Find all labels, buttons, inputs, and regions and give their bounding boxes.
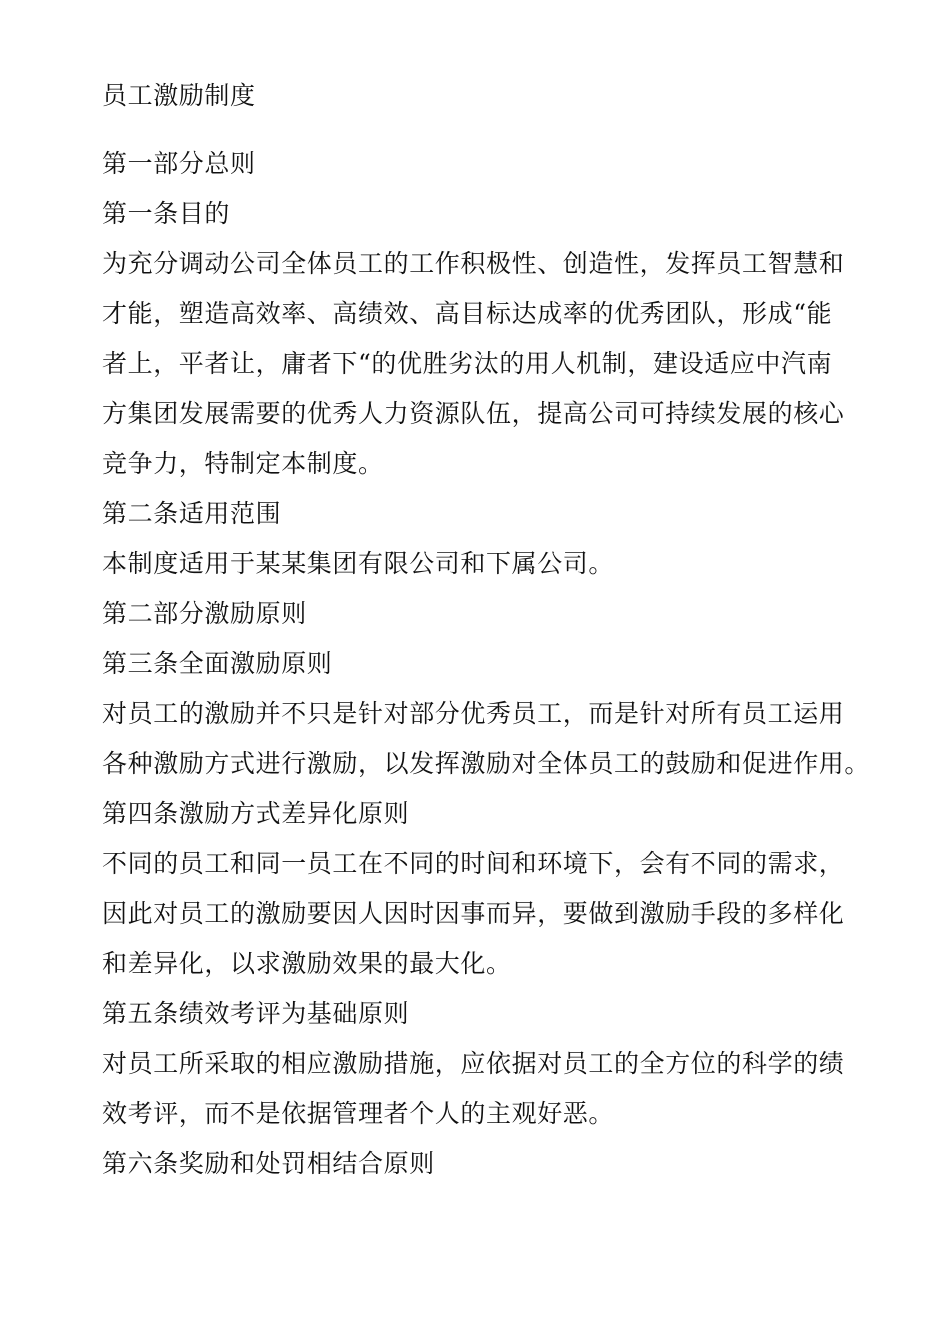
paragraph-line: 对员工所采取的相应激励措施，应依据对员工的全方位的科学的绩	[102, 1049, 845, 1078]
article-heading-differentiation: 第四条激励方式差异化原则	[102, 799, 410, 828]
paragraph-line: 不同的员工和同一员工在不同的时间和环境下，会有不同的需求，	[102, 849, 845, 878]
paragraph-line: 者上，平者让，庸者下“的优胜劣汰的用人机制，建设适应中汽南	[102, 349, 833, 378]
article-heading-comprehensive: 第三条全面激励原则	[102, 649, 333, 678]
article-heading-scope: 第二条适用范围	[102, 499, 282, 528]
paragraph-line: 为充分调动公司全体员工的工作积极性、创造性，发挥员工智慧和	[102, 249, 845, 278]
paragraph-line: 因此对员工的激励要因人因时因事而异，要做到激励手段的多样化	[102, 899, 845, 928]
paragraph-line: 竞争力，特制定本制度。	[102, 449, 384, 478]
paragraph-line: 方集团发展需要的优秀人力资源队伍，提高公司可持续发展的核心	[102, 399, 845, 428]
paragraph-line: 效考评，而不是依据管理者个人的主观好恶。	[102, 1099, 615, 1128]
article-heading-reward-punishment: 第六条奖励和处罚相结合原则	[102, 1149, 435, 1178]
section-heading-principles: 第二部分激励原则	[102, 599, 307, 628]
section-heading-general: 第一部分总则	[102, 149, 256, 178]
paragraph-line: 和差异化，以求激励效果的最大化。	[102, 949, 512, 978]
document-title: 员工激励制度	[102, 81, 256, 110]
paragraph-line: 各种激励方式进行激励，以发挥激励对全体员工的鼓励和促进作用。	[102, 749, 871, 778]
paragraph-line: 才能，塑造高效率、高绩效、高目标达成率的优秀团队，形成“能	[102, 299, 833, 328]
article-heading-purpose: 第一条目的	[102, 199, 231, 228]
paragraph-line: 本制度适用于某某集团有限公司和下属公司。	[102, 549, 615, 578]
article-heading-performance: 第五条绩效考评为基础原则	[102, 999, 410, 1028]
paragraph-line: 对员工的激励并不只是针对部分优秀员工，而是针对所有员工运用	[102, 699, 845, 728]
